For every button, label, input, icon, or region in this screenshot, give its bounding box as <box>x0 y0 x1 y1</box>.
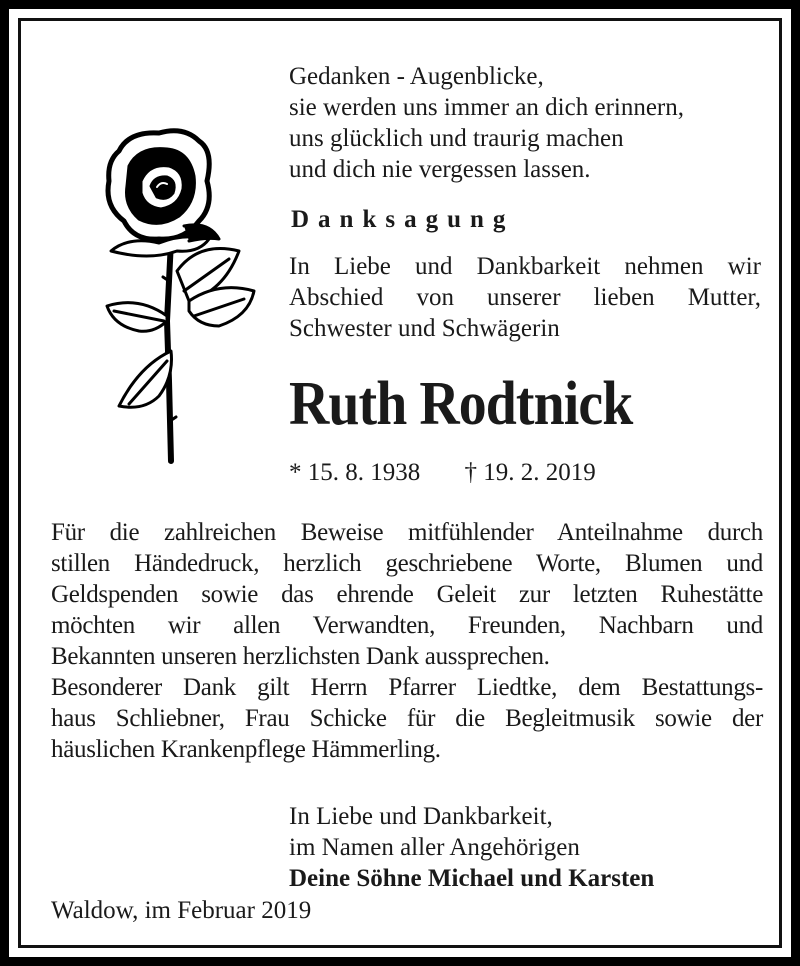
body-line: möchten wir allen Verwandten, Freunden, Nachbarn und <box>51 612 763 639</box>
intro-line: Schwester und Schwägerin <box>289 315 560 342</box>
place-date: Waldow, im Februar 2019 <box>51 897 312 924</box>
thanks-body <box>51 517 763 765</box>
signature-block <box>289 801 654 894</box>
poem <box>289 61 684 185</box>
life-dates <box>289 459 596 487</box>
notice-panel <box>18 18 782 948</box>
intro-text <box>289 251 761 344</box>
body-line: Geldspenden sowie das ehrende Geleit zur letzten Ruhestätte <box>51 581 763 608</box>
body-line: Für die zahlreichen Beweise mitfühlender Anteilnahme durch <box>51 519 763 546</box>
poem-line: sie werden uns immer an dich erinnern, <box>289 94 685 121</box>
intro-line: In Liebe und Dankbarkeit nehmen wir <box>289 253 761 280</box>
heading-danksagung: Danksagung <box>291 206 515 233</box>
body-line: Besonderer Dank gilt Herrn Pfarrer Liedtke, dem Bestattungs- <box>51 674 763 701</box>
signature-names: Deine Söhne Michael und Karsten <box>289 865 655 892</box>
body-line: Bekannten unseren herzlichsten Dank aussprechen. <box>51 643 550 670</box>
signature-line: In Liebe und Dankbarkeit, <box>289 803 553 830</box>
outer-frame <box>9 9 791 957</box>
intro-line: Abschied von unserer lieben Mutter, <box>289 284 761 311</box>
poem-line: und dich nie vergessen lassen. <box>289 156 591 183</box>
death-date: † 19. 2. 2019 <box>464 459 596 486</box>
body-line: häuslichen Krankenpflege Hämmerling. <box>51 736 441 763</box>
poem-line: Gedanken - Augenblicke, <box>289 63 544 90</box>
birth-date: * 15. 8. 1938 <box>289 459 421 486</box>
poem-line: uns glücklich und traurig machen <box>289 125 624 152</box>
body-line: stillen Händedruck, herzlich geschriebene Worte, Blumen und <box>51 550 763 577</box>
signature-line: im Namen aller Angehörigen <box>289 834 580 861</box>
body-line: haus Schliebner, Frau Schicke für die Begleitmusik sowie der <box>51 705 763 732</box>
rose-icon <box>89 121 269 471</box>
deceased-name: Ruth Rodtnick <box>289 370 633 438</box>
